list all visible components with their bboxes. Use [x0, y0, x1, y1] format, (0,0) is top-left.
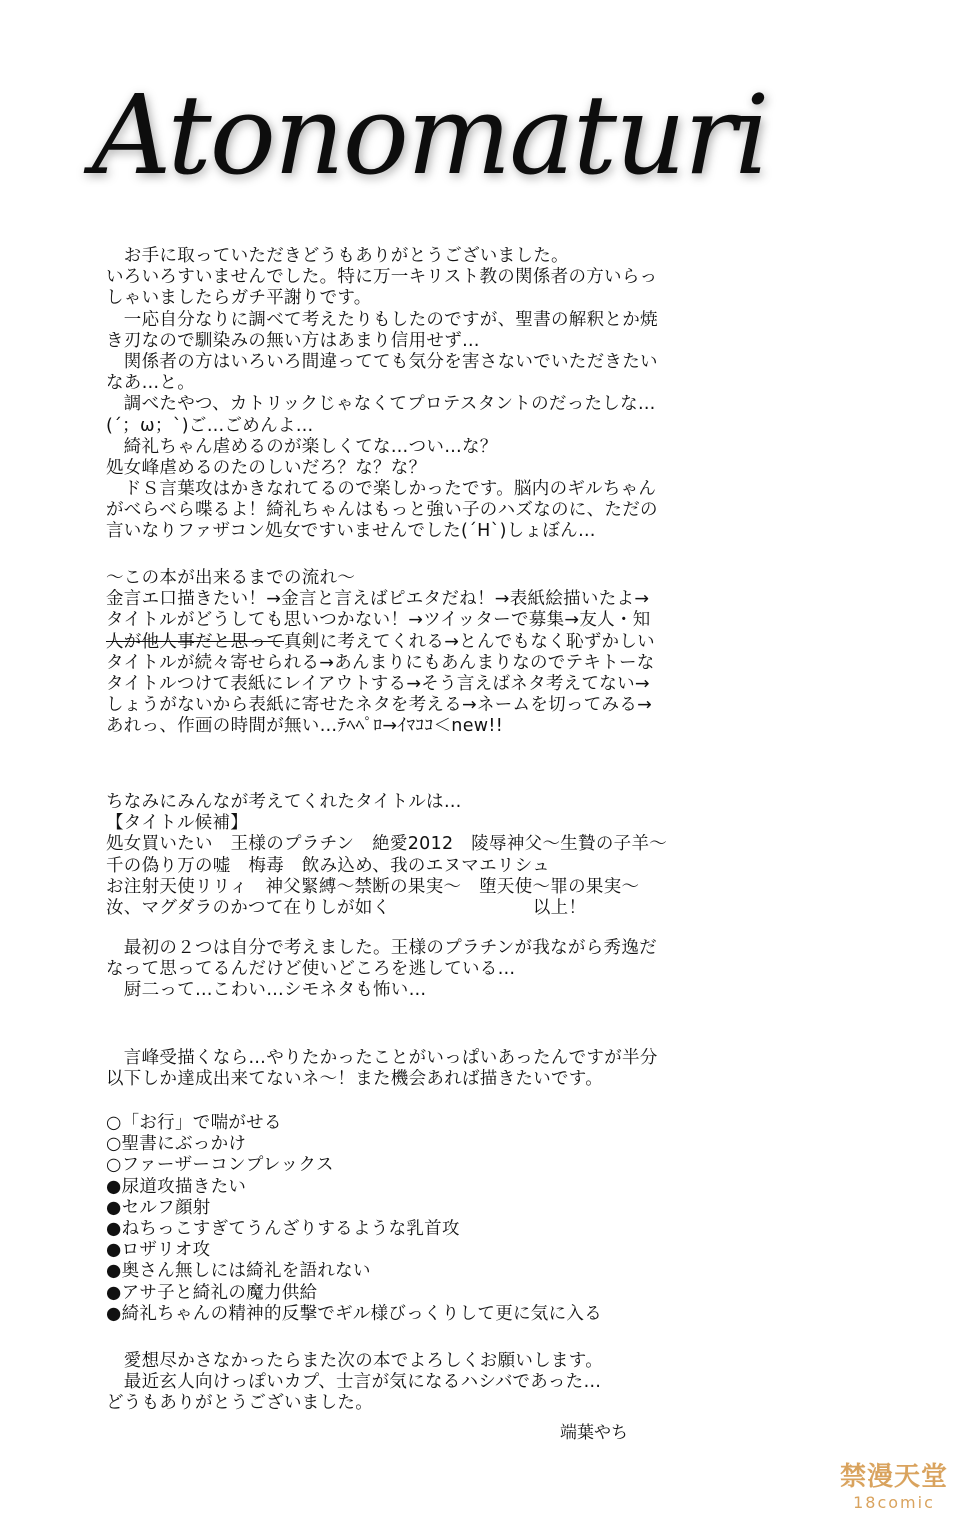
text-line: しょうがないから表紙に寄せたネタを考える→ネームを切ってみる→ [106, 695, 653, 716]
list-item: ●セルフ顔射 [106, 1197, 211, 1218]
afterword-paragraph [106, 246, 706, 543]
text-line [106, 632, 706, 653]
list-item: ●ロザリオ攻 [106, 1240, 211, 1261]
flow-heading: ～この本が出来るまでの流れ～ [106, 568, 356, 588]
text-line: 愛想尽かさなかったらまた次の本でよろしくお願いします。 [106, 1351, 603, 1371]
text-line: いろいろすいませんでした。特に万一キリスト教の関係者の方いらっ [106, 267, 658, 288]
candidates-heading: 【タイトル候補】 [106, 813, 249, 834]
text-line: 関係者の方はいろいろ間違ってても気分を害さないでいただきたい [106, 351, 658, 372]
list-item: ○聖書にぶっかけ [106, 1134, 247, 1155]
text-line: お手に取っていただきどうもありがとうございました。 [106, 246, 569, 266]
text-line: あれっ、作画の時間が無い…ﾃﾍﾍﾟﾛ→ｲﾏｺｺ＜new!! [106, 716, 504, 737]
text-line: 処女峰虐めるのたのしいだろ？な？な？ [106, 457, 427, 478]
text-line: (´；ω；`)ご…ごめんよ… [106, 415, 314, 436]
struck-text: 人が他人事だと思って [106, 631, 284, 652]
text-line: 最初の２つは自分で考えました。王様のプラチンが我ながら秀逸だ [106, 938, 657, 958]
list-item: ○ファーザーコンプレックス [106, 1155, 334, 1176]
author-signature: 端葉やち [560, 1423, 628, 1443]
comment-paragraph [106, 1048, 706, 1090]
flow-paragraph [106, 568, 706, 738]
watermark-subtitle: 18comic [853, 1493, 935, 1512]
text-line: タイトルつけて表紙にレイアウトする→そう言えばネタ考えてない→ [106, 673, 650, 694]
text-line: 千の偽り万の嘘 梅毒 飲み込め、我のエヌマエリシュ [106, 855, 550, 876]
text-line: 綺礼ちゃん虐めるのが楽しくてな…つい…な？ [106, 436, 498, 457]
text-line: ドＳ言葉攻はかきなれてるので楽しかったです。脳内のギルちゃん [106, 479, 657, 500]
text-line: 汝、マグダラのかつて在りしが如く 以上！ [106, 897, 587, 918]
text-line: どうもありがとうございました。 [106, 1393, 373, 1414]
text-line: お注射天使リリィ 神父緊縛～禁断の果実～ 堕天使～罪の果実～ [106, 876, 640, 897]
text-line: 一応自分なりに調べて考えたりもしたのですが、聖書の解釈とか焼 [106, 309, 658, 330]
text-segment: 真剣に考えてくれる→とんでもなく恥ずかしい [284, 631, 655, 652]
text-line: 厨二って…こわい…シモネタも怖い… [106, 980, 427, 1001]
text-line: 調べたやつ、カトリックじゃなくてプロテスタントのだったしな… [106, 394, 656, 415]
closing-paragraph [106, 1351, 706, 1415]
text-line: 金言エ口描きたい！→金言と言えばピエタだね！→表紙絵描いたよ→ [106, 589, 650, 610]
text-line: ちなみにみんなが考えてくれたタイトルは… [106, 792, 462, 812]
list-item: ●奥さん無しには綺礼を語れない [106, 1261, 371, 1282]
list-item: ●アサ子と綺礼の魔力供給 [106, 1282, 318, 1303]
list-item: ●綺礼ちゃんの精神的反撃でギル様びっくりして更に気に入る [106, 1303, 602, 1324]
list-item: ●ねちっこすぎてうんざりするような乳首攻 [106, 1218, 460, 1239]
list-item: ○「お行」で喘がせる [106, 1113, 282, 1133]
text-line: 以下しか達成出来てないネ～！また機会あれば描きたいです。 [106, 1069, 603, 1090]
text-line: き刃なので馴染みの無い方はあまり信用せず… [106, 330, 480, 351]
text-line: なあ…と。 [106, 373, 195, 394]
text-line: 言峰受描くなら…やりたかったことがいっぱいあったんですが半分 [106, 1048, 658, 1068]
page-title: Atonomaturi [92, 71, 768, 199]
watermark-title: 禁漫天堂 [839, 1462, 948, 1492]
text-line: 処女買いたい 王様のプラチン 絶愛2012 陵辱神父～生贄の子羊～ [106, 834, 668, 855]
comment-paragraph [106, 938, 706, 1002]
text-line: 言いなりファザコン処女ですいませんでした(´H`)しょぼん… [106, 521, 596, 542]
text-line: タイトルが続々寄せられる→あんまりにもあんまりなのでテキトーな [106, 652, 655, 673]
site-watermark [838, 1460, 950, 1518]
list-item: ●尿道攻描きたい [106, 1176, 247, 1197]
text-line: なって思ってるんだけど使いどころを逃している… [106, 959, 516, 980]
text-line: がべらべら喋るよ！綺礼ちゃんはもっと強い子のハズなのに、ただの [106, 500, 658, 521]
text-line: しゃいましたらガチ平謝りです。 [106, 288, 372, 309]
wish-list [106, 1113, 706, 1325]
text-line: 最近玄人向けっぽいカプ、士言が気になるハシバであった… [106, 1372, 602, 1393]
text-line: タイトルがどうしても思いつかない！→ツイッターで募集→友人・知 [106, 610, 651, 631]
title-candidates [106, 792, 706, 919]
